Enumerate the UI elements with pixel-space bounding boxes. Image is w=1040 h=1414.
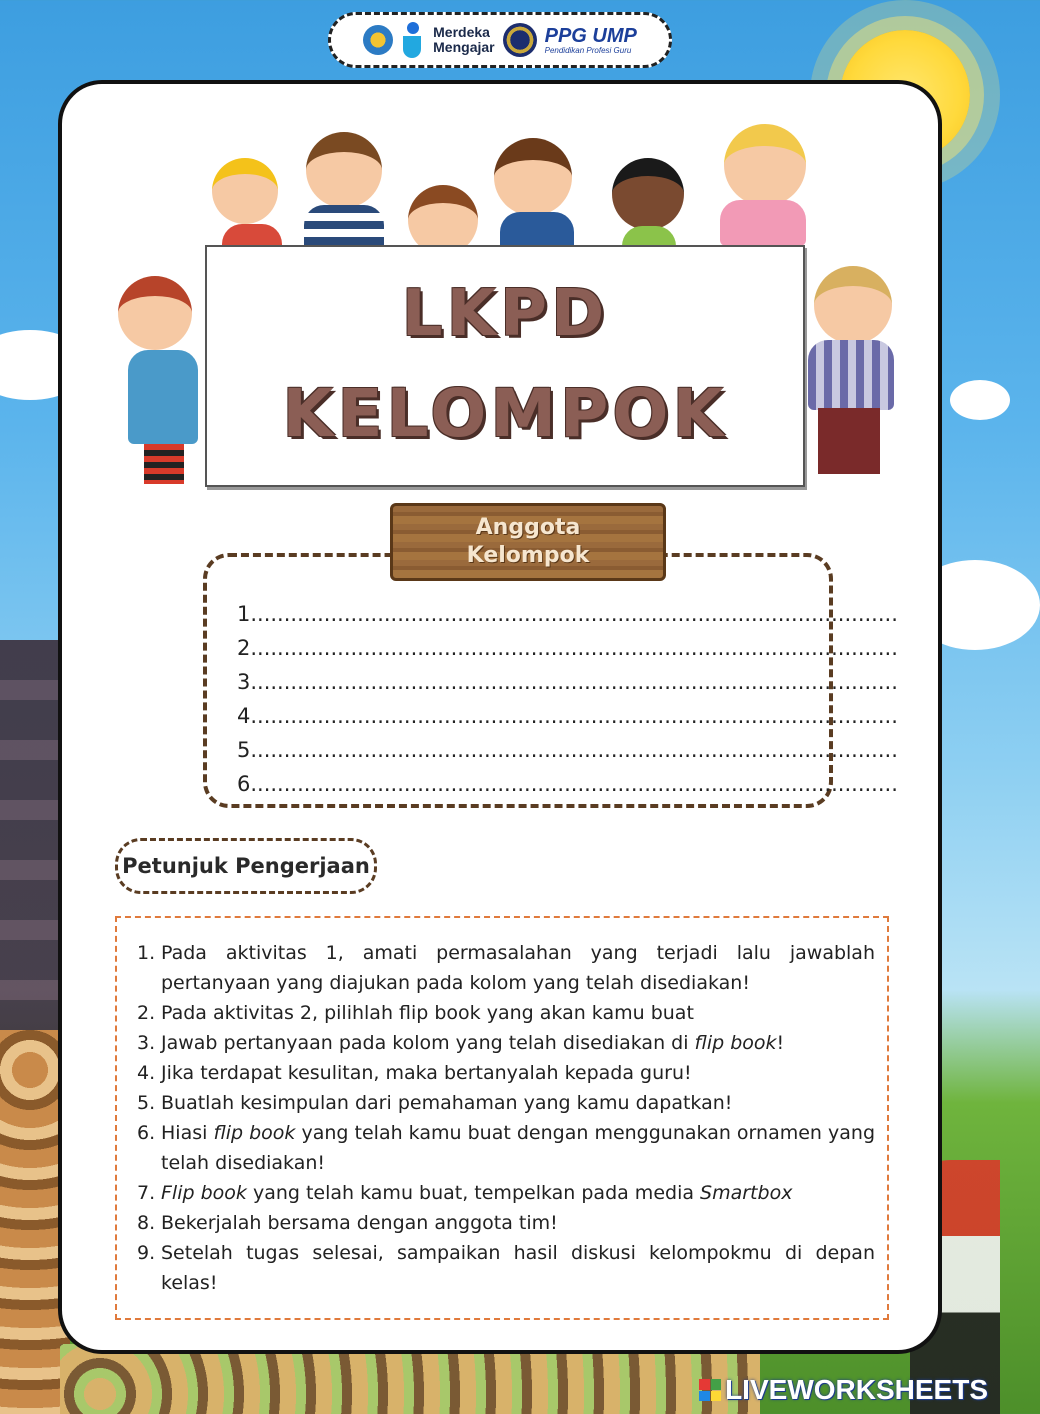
member-line-1[interactable]: 1.................................................................................................	[237, 602, 898, 626]
ppg-title: PPG UMP	[544, 24, 637, 47]
member-line-4[interactable]: 4.................................................................................................	[237, 704, 898, 728]
instruction-item: 3. Jawab pertanyaan pada kolom yang telah disediakan di flip book!	[137, 1032, 785, 1054]
title-sign	[205, 245, 805, 487]
ppg-subtitle: Pendidikan Profesi Guru	[544, 45, 632, 55]
instruction-item: 1. Pada aktivitas 1, amati permasalahan yang terjadi lalu jawablah pertanyaan yang diajukan pada kolom yang telah disediakan!	[137, 942, 875, 994]
merdeka-mengajar-logo-icon	[401, 22, 425, 58]
ump-seal-icon	[503, 23, 537, 57]
watermark-text: LIVEWORKSHEETS	[725, 1374, 988, 1405]
instruction-item: 5. Buatlah kesimpulan dari pemahaman yang kamu dapatkan!	[137, 1092, 733, 1114]
title-line2: KELOMPOK	[282, 375, 728, 452]
food-decoration	[60, 1344, 760, 1414]
member-line-6[interactable]: 6.................................................................................................	[237, 772, 898, 796]
title-line1: LKPD	[401, 277, 609, 351]
instructions-box	[115, 916, 889, 1320]
instruction-item: 4. Jika terdapat kesulitan, maka bertanyalah kepada guru!	[137, 1062, 692, 1084]
instructions-heading: Petunjuk Pengerjaan	[115, 838, 377, 894]
ppg-ump-logo	[545, 26, 637, 55]
header-logos	[328, 12, 672, 68]
instruction-item: 8. Bekerjalah bersama dengan anggota tim!	[137, 1212, 558, 1234]
members-heading-line1: Anggota	[475, 515, 581, 540]
instruction-item: 7. Flip book yang telah kamu buat, tempelkan pada media Smartbox	[137, 1182, 793, 1204]
liveworksheets-logo-icon	[699, 1379, 721, 1401]
kemendikbud-emblem-icon	[363, 25, 393, 55]
instruction-item: 9. Setelah tugas selesai, sampaikan hasil diskusi kelompokmu di depan kelas!	[137, 1242, 875, 1294]
members-heading-line2: Kelompok	[466, 543, 590, 568]
logo1-line2: Mengajar	[433, 39, 495, 55]
logo1-line1: Merdeka	[433, 24, 490, 40]
liveworksheets-watermark	[699, 1374, 988, 1406]
instruction-item: 2. Pada aktivitas 2, pilihlah flip book yang akan kamu buat	[137, 1002, 694, 1024]
member-line-2[interactable]: 2.................................................................................................	[237, 636, 898, 660]
members-heading-plank	[390, 503, 666, 581]
members-box	[203, 553, 898, 808]
member-line-3[interactable]: 3.................................................................................................	[237, 670, 898, 694]
merdeka-mengajar-text	[433, 25, 494, 55]
cloud-decoration	[950, 380, 1010, 420]
member-line-5[interactable]: 5.................................................................................................	[237, 738, 898, 762]
instruction-item: 6. Hiasi flip book yang telah kamu buat dengan menggunakan ornamen yang telah disediakan!	[137, 1122, 876, 1174]
